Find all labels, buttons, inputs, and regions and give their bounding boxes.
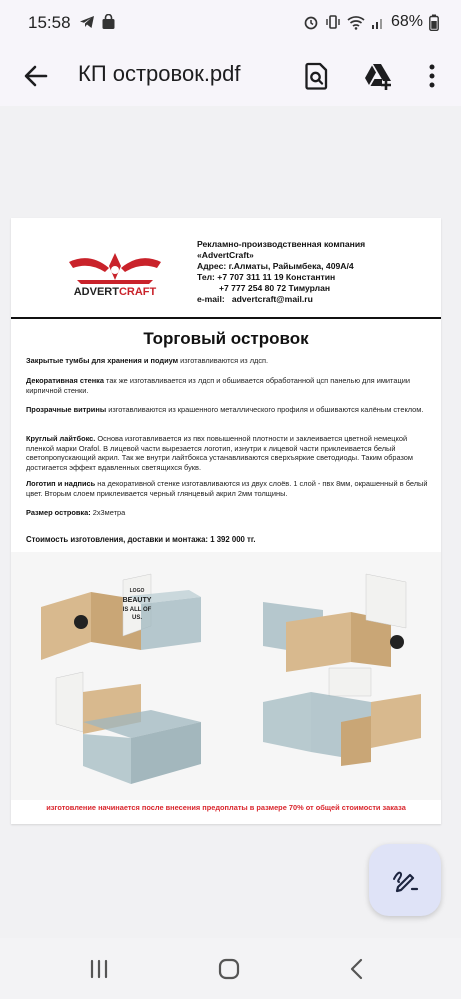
paragraph: Декоративная стенка так же изготавливается из лдсп и обшивается обработанной цсп панелью для имитации кирпичной стенки.	[26, 376, 410, 395]
vibrate-icon	[325, 14, 341, 30]
price-line: Стоимость изготовления, доставки и монтажа: 1 392 000 тг.	[26, 535, 256, 544]
pdf-page	[11, 218, 441, 824]
telegram-icon	[79, 14, 95, 30]
app-bar	[0, 46, 461, 106]
divider	[11, 317, 441, 319]
battery-level: 68%	[390, 13, 423, 30]
paragraph: Размер островка: 2х3метра	[26, 508, 126, 517]
back-arrow-icon[interactable]	[20, 60, 52, 92]
paragraph: Закрытые тумбы для хранения и подиум изготавливаются из лдсп.	[26, 356, 269, 365]
wifi-icon	[347, 15, 365, 30]
svg-text:BEAUTY: BEAUTY	[122, 597, 152, 604]
more-options-icon[interactable]	[418, 60, 446, 92]
company-email: advertcraft@mail.ru	[231, 294, 313, 304]
annotate-button[interactable]	[369, 844, 441, 916]
status-bar	[0, 0, 461, 46]
pen-edit-icon	[390, 865, 420, 895]
alarm-icon	[303, 14, 319, 30]
document-heading: Торговый островок	[143, 329, 309, 348]
advertcraft-logo	[65, 250, 165, 300]
home-icon[interactable]	[214, 954, 244, 984]
paragraph: Логотип и надпись на декоративной стенке изготавливаются из двух слоёв. 1 слой - пвх 8мм, окрашенный в белый цвет. Вторым слоем приклеивается черный глянцевый акрил 2мм толщины.	[26, 479, 428, 498]
add-to-drive-icon[interactable]	[362, 60, 394, 92]
kiosk-renders	[11, 552, 441, 800]
company-info: Рекламно-производственная компания «AdvertCraft» Адрес: г.Алматы, Райымбека, 409А/4 Тел: +7 707 311 11 19 Константин +7 777 254 80 72 Тимурлан e-mail: advertcraft@mail.ru	[197, 239, 366, 304]
system-nav-bar	[0, 938, 461, 999]
svg-text:ADVERTCRAFT: ADVERTCRAFT	[73, 286, 157, 298]
signal-icon	[371, 15, 385, 30]
recent-apps-icon[interactable]	[84, 954, 114, 984]
svg-text:LOGO: LOGO	[129, 588, 145, 594]
paragraph: Прозрачные витрины изготавливаются из крашенного металлического профиля и обшиваются калёным стеклом.	[26, 405, 424, 414]
battery-icon	[429, 14, 439, 31]
status-time: 15:58	[28, 13, 71, 32]
prepayment-note: изготовление начинается после внесения предоплаты в размере 70% от общей стоимости заказа	[46, 803, 406, 812]
document-title: КП островок.pdf	[78, 61, 241, 86]
search-in-document-icon[interactable]	[300, 60, 332, 92]
pdf-viewer[interactable]	[0, 106, 461, 938]
svg-text:IS ALL OF: IS ALL OF	[122, 607, 152, 613]
svg-text:US.: US.	[131, 615, 143, 621]
shopping-bag-icon	[101, 14, 116, 30]
paragraph: Круглый лайтбокс. Основа изготавливается из пвх повышенной плотности и заклеивается цветной немецкой пленкой марки Orafol. В лицевой части вырезается логотип, изнутри к лицевой части приклеивается белый светопропускающий акрил. Так же внутри лайтбокса устанавливаются сверхъяркие светодиоды. Таким образом достигается эффект вдавленных светящихся букв.	[26, 434, 413, 472]
back-nav-icon[interactable]	[342, 954, 372, 984]
